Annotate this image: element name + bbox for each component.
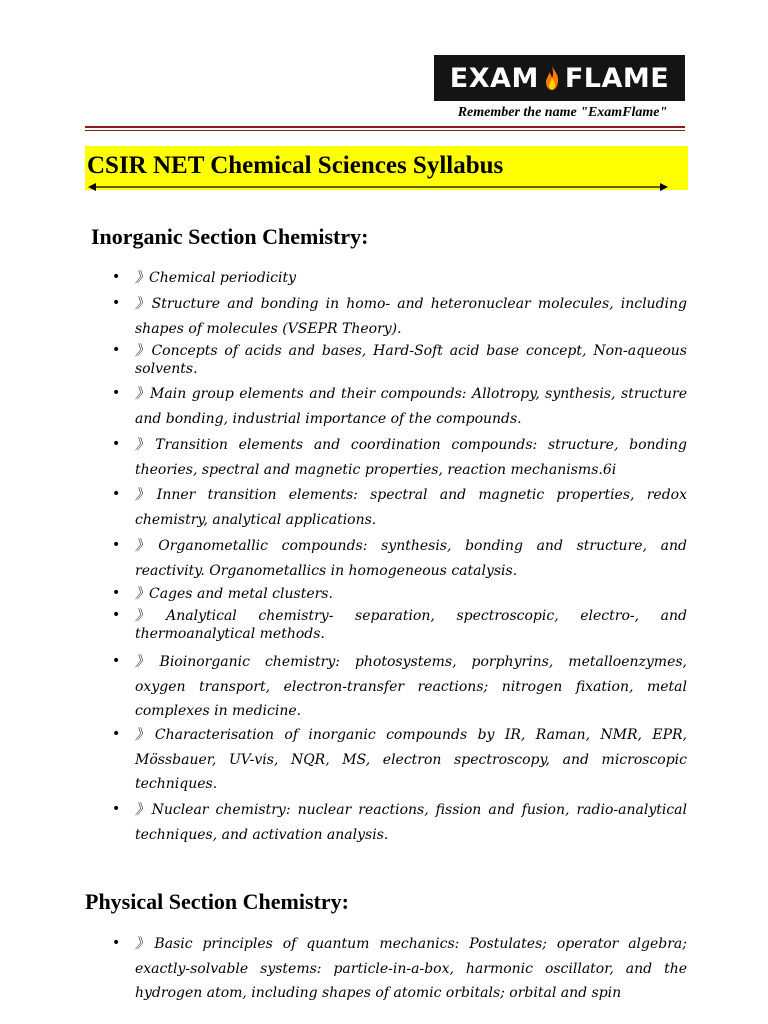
list-item-text: 》Inner transition elements: spectral and magnetic properties, redox chemistry, analytical applications. bbox=[135, 487, 687, 528]
bullet: • bbox=[112, 436, 121, 452]
flame-icon bbox=[543, 65, 561, 91]
bullet: • bbox=[112, 653, 121, 669]
bullet: • bbox=[112, 295, 121, 311]
list-item-text: 》Bioinorganic chemistry: photosystems, porphyrins, metalloenzymes, oxygen transport, electron-transfer reactions; nitrogen fixation, metal complexes in medicine. bbox=[135, 654, 687, 719]
list-item-text: 》Characterisation of inorganic compounds by IR, Raman, NMR, EPR, Mössbauer, UV-vis, NQR, MS, electron spectroscopy, and microscopic techniques. bbox=[135, 727, 687, 792]
bullet: • bbox=[112, 607, 121, 623]
inorganic-heading: Inorganic Section Chemistry: bbox=[91, 224, 369, 249]
bullet: • bbox=[112, 385, 121, 401]
list-item-text: 》Transition elements and coordination compounds: structure, bonding theories, spectral and magnetic properties, reaction mechanisms.6i bbox=[135, 437, 687, 478]
bullet: • bbox=[112, 342, 121, 358]
list-item-text: 》Analytical chemistry- separation, spectroscopic, electro-, and thermoanalytical methods. bbox=[135, 608, 687, 642]
bullet: • bbox=[112, 537, 121, 553]
logo-text-flame: FLAME bbox=[564, 62, 670, 94]
double-arrow-icon bbox=[88, 181, 668, 193]
list-item-text: 》Basic principles of quantum mechanics: Postulates; operator algebra; exactly-solvable systems: particle-in-a-box, harmonic oscillator, and the hydrogen atom, including shapes of atomic orbitals; orbital and spin bbox=[135, 936, 687, 1001]
list-item-text: 》Cages and metal clusters. bbox=[135, 586, 333, 602]
physical-heading: Physical Section Chemistry: bbox=[85, 889, 349, 914]
bullet: • bbox=[112, 585, 121, 601]
exam-flame-logo bbox=[434, 55, 685, 101]
tagline: Remember the name "ExamFlame" bbox=[457, 105, 668, 120]
page-title: CSIR NET Chemical Sciences Syllabus bbox=[87, 152, 504, 179]
list-item-text: 》Structure and bonding in homo- and heteronuclear molecules, including shapes of molecules (VSEPR Theory). bbox=[135, 296, 687, 337]
list-item-text: 》Main group elements and their compounds: Allotropy, synthesis, structure and bonding, industrial importance of the compounds. bbox=[135, 386, 687, 427]
bullet: • bbox=[112, 935, 121, 951]
header-rule-top bbox=[85, 126, 685, 128]
bullet: • bbox=[112, 269, 121, 285]
logo-text-exam: EXAM bbox=[449, 62, 539, 94]
bullet: • bbox=[112, 801, 121, 817]
list-item-text: 》Concepts of acids and bases, Hard-Soft acid base concept, Non-aqueous solvents. bbox=[135, 343, 687, 377]
list-item-text: 》Nuclear chemistry: nuclear reactions, fission and fusion, radio-analytical techniques, and activation analysis. bbox=[135, 802, 687, 843]
bullet: • bbox=[112, 726, 121, 742]
header-rule-bottom bbox=[85, 130, 685, 131]
list-item-text: 》Organometallic compounds: synthesis, bonding and structure, and reactivity. Organometallics in homogeneous catalysis. bbox=[135, 538, 687, 579]
list-item-text: 》Chemical periodicity bbox=[135, 270, 297, 286]
bullet: • bbox=[112, 486, 121, 502]
